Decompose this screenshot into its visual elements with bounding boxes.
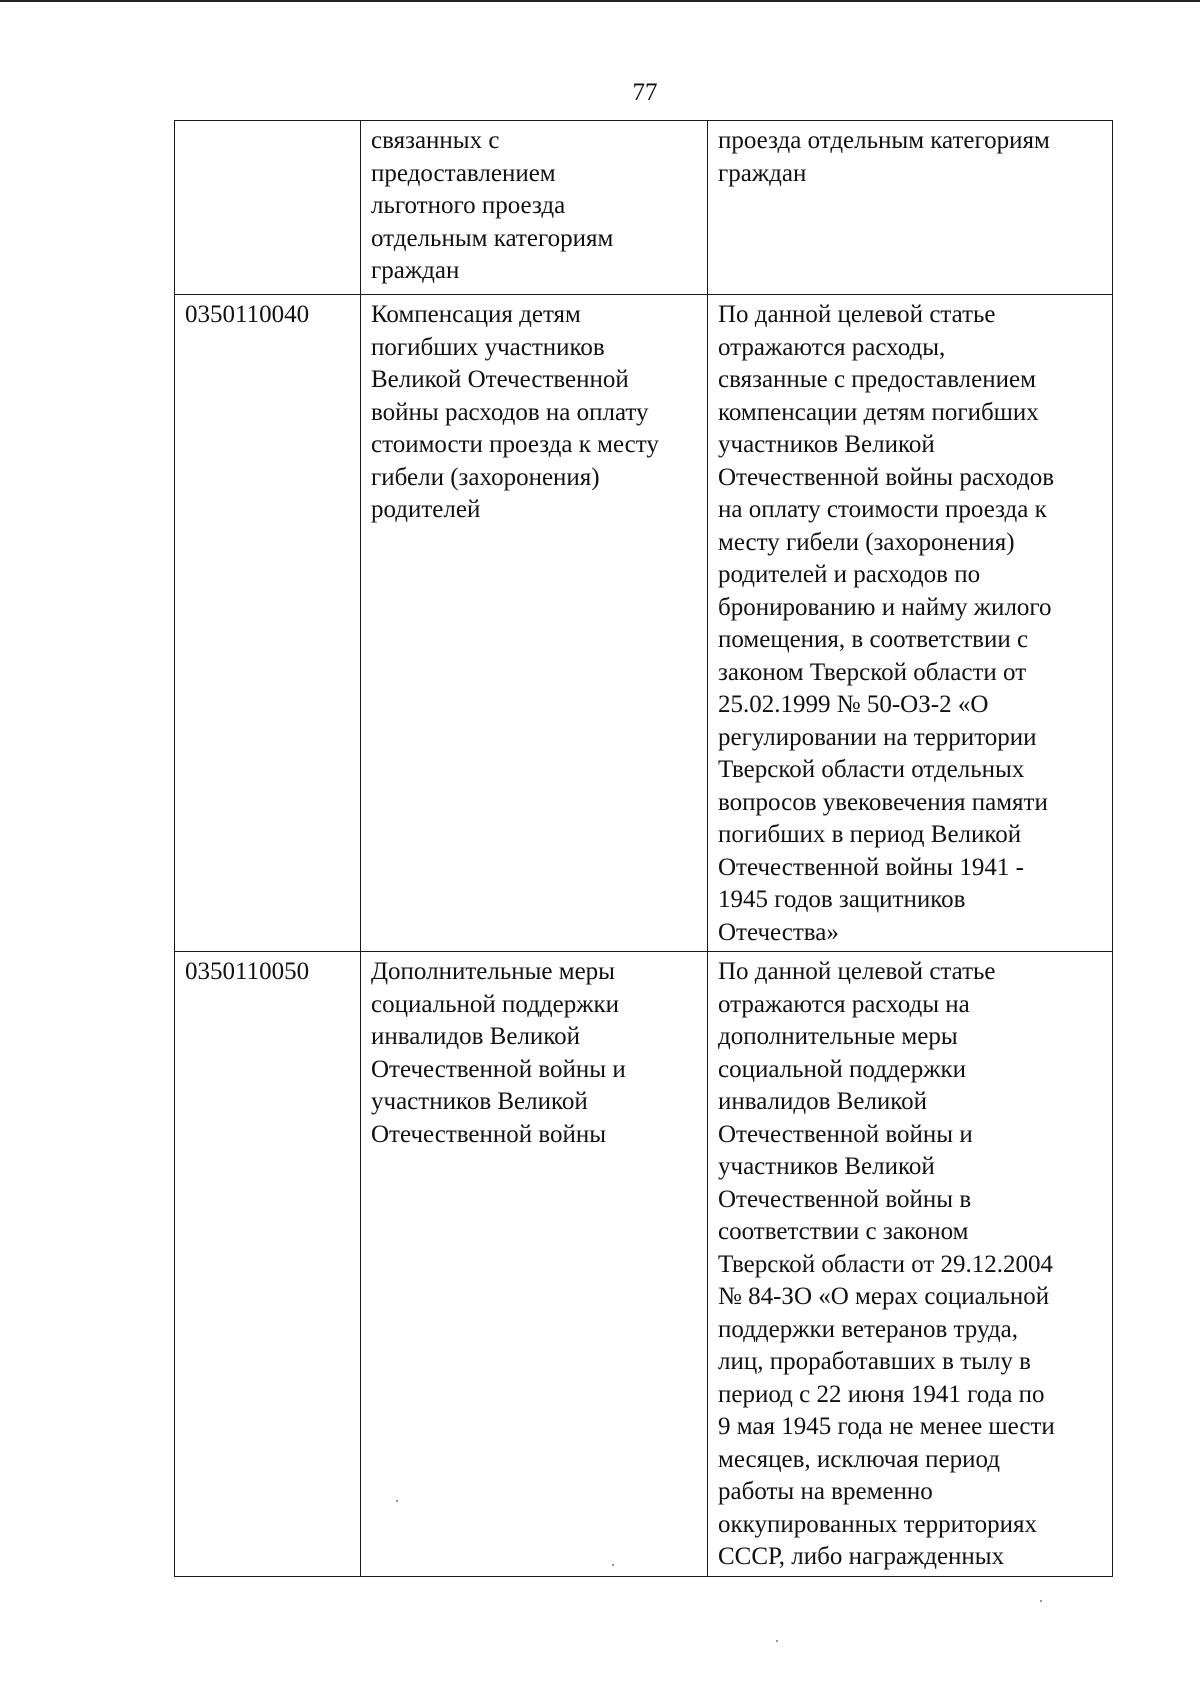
scan-speck	[1040, 1600, 1042, 1602]
item-name-cell: связанных с предоставлением льготного проезда отдельным категориям граждан	[361, 121, 708, 295]
table-row-continuation	[175, 121, 1113, 295]
target-code-cell: 0350110040	[175, 295, 361, 952]
item-name-cell: Дополнительные меры социальной поддержки инвалидов Великой Отечественной войны и участников Великой Отечественной войны	[361, 952, 708, 1577]
target-code-cell	[175, 121, 361, 295]
scan-speck	[612, 1564, 614, 1566]
item-description-cell: По данной целевой статье отражаются расходы, связанные с предоставлением компенсации детям погибших участников Великой Отечественной войны расходов на оплату стоимости проезда к месту гибели (захоронения) родителей и расходов по бронированию и найму жилого помещения, в соответствии с законом Тверской области от 25.02.1999 № 50-ОЗ-2 «О регулировании на территории Тверской области отдельных вопросов увековечения памяти погибших в период Великой Отечественной войны 1941 - 1945 годов защитников Отечества»	[708, 295, 1113, 952]
page-top-edge	[0, 0, 1200, 2]
target-code-cell: 0350110050	[175, 952, 361, 1577]
item-description-cell: По данной целевой статье отражаются расходы на дополнительные меры социальной поддержки инвалидов Великой Отечественной войны и участников Великой Отечественной войны в соответствии с законом Тверской области от 29.12.2004 № 84-ЗО «О мерах социальной поддержки ветеранов труда, лиц, проработавших в тылу в период с 22 июня 1941 года по 9 мая 1945 года не менее шести месяцев, исключая период работы на временно оккупированных территориях СССР, либо награжденных	[708, 952, 1113, 1577]
item-name-cell: Компенсация детям погибших участников Великой Отечественной войны расходов на оплату стоимости проезда к месту гибели (захоронения) родителей	[361, 295, 708, 952]
table-row	[175, 952, 1113, 1577]
budget-classification-table	[174, 120, 1113, 1577]
scan-speck	[396, 1500, 398, 1502]
scan-speck	[776, 1640, 778, 1642]
page-number: 77	[632, 79, 658, 106]
table-row	[175, 295, 1113, 952]
item-description-cell: проезда отдельным категориям граждан	[708, 121, 1113, 295]
